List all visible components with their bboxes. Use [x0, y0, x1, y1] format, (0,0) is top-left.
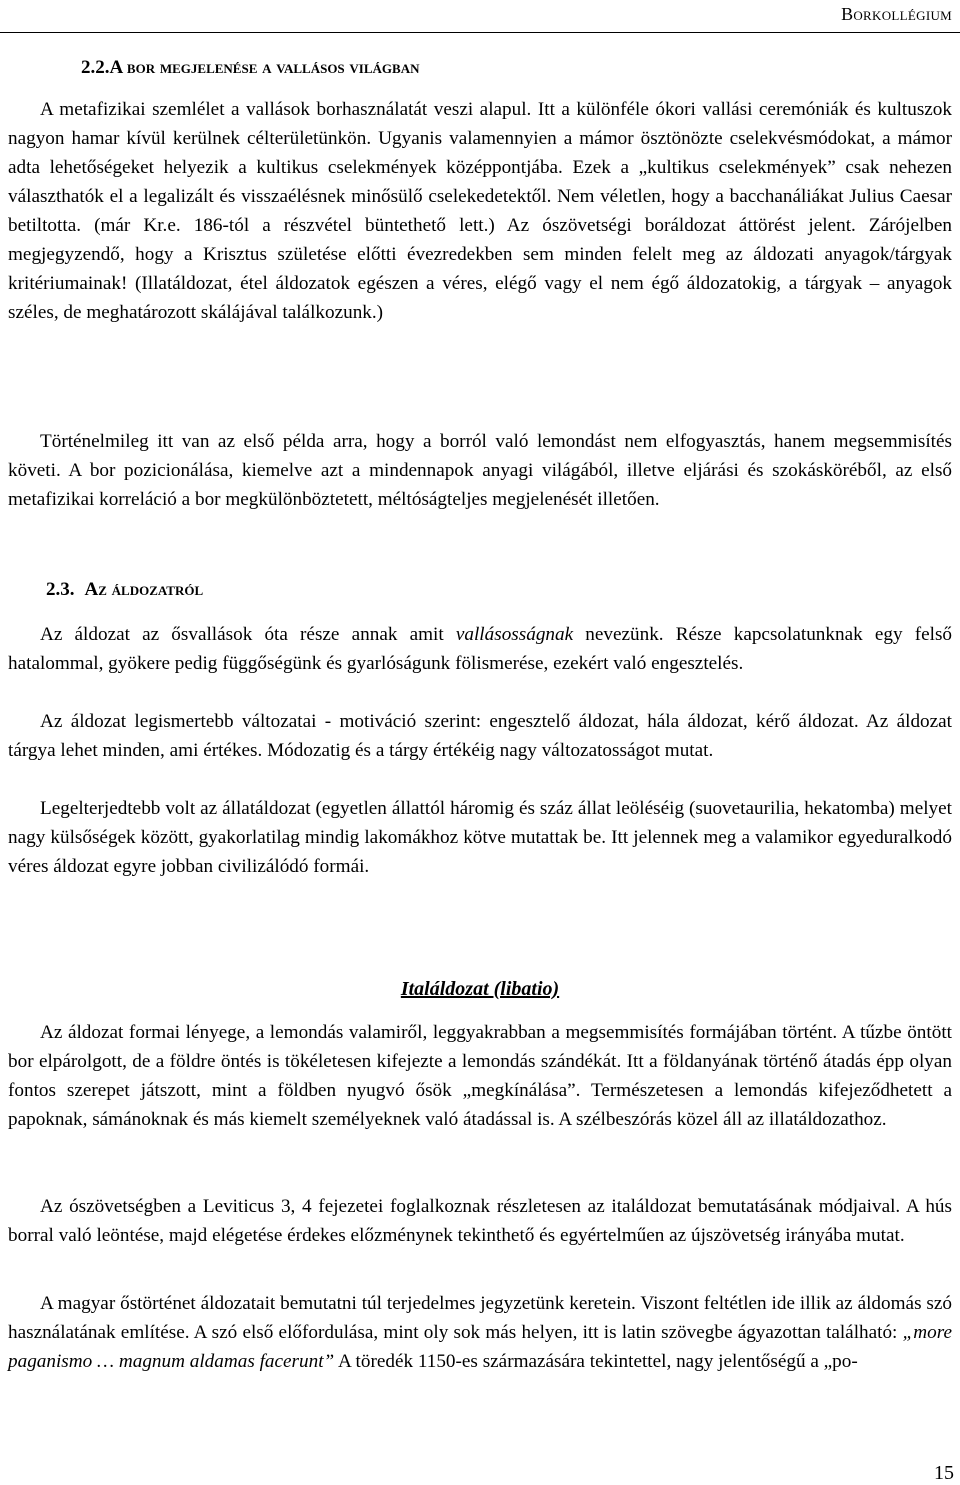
text-run: A töredék 1150-es származására tekintettel, nagy jelentőségű a „po- — [334, 1351, 858, 1372]
paragraph: Történelmileg itt van az első példa arra, hogy a borról való lemondást nem elfogyasztás, hanem megsemmisítés követi. A bor pozicionálása, kiemelve azt a mindennapok anyagi világából, illetve eljárási és szokásköréből, az első metafizikai korreláció a bor megkülönböztetett, méltóságteljes megjelenését illetően. — [8, 431, 952, 510]
paragraph: Legelterjedtebb volt az állatáldozat (egyetlen állattól háromig és száz állat leöléséig (suovetaurilia, hekatomba) melyet nagy külsőségek között, gyakorlatilag mindig lakomákhoz kötve mutattak be. Itt jelennek meg a valamikor egyeduralkodó véres áldozat egyre jobban civilizálódó formái. — [8, 798, 952, 877]
text-run: A magyar őstörténet áldozatait bemutatni túl terjedelmes jegyzetünk keretein. Viszont feltétlen ide illik az áldomás szó használatának említése. A szó első előfordulása, mint oly sok más helyen, itt is latin szövegbe ágyazottan található: — [8, 1293, 952, 1343]
paragraph — [8, 620, 952, 678]
page-number: 15 — [934, 1462, 954, 1484]
paragraph: A metafizikai szemlélet a vallások borhasználatát veszi alapul. Itt a különféle ókori vallási ceremóniák és kultuszok nagyon hamar kívül kerülnek célterületünkön. Ugyanis valamennyien a mámor ösztönözte cselekvésmódokat, a mámor adta lehetőségeket helyezik a kultikus cselekmények középpontjába. Ezek a „kultikus cselekmények” csak nehezen választhatók el a legalizált és visszaélésnek minősülő cselekedetektől. Nem véletlen, hogy a bacchanáliákat Julius Caesar betiltotta. (már Kr.e. 186-tól a részvétel büntethető lett.) Az ószövetségi boráldozat áttörést jelent. Zárójelben megjegyzendő, hogy a Krisztus születése előtti évezredekben sem minden felelt meg az áldozati anyagok/tárgyak kritériumainak! (Illatáldozat, étel áldozatok egészen a véres, elégő vagy el nem égő áldozatokig, a tárgyak – anyagok széles, de meghatározott skálájával találkozunk.) — [8, 99, 952, 323]
section-heading-2-2 — [81, 57, 419, 79]
section-title: Az áldozatról — [84, 579, 204, 600]
paragraph: Az áldozat formai lényege, a lemondás valamiről, leggyakrabban a megsemmisítés formájában történt. A tűzbe öntött bor elpárolgott, de a földre öntés is tökéletesen kifejezte a lemondás szándékát. Itt a földanyának történő átadás épp olyan fontos szerepet játszott, mint a földben nyugvó ősök „megkínálása”. Természetesen a lemondás kifejeződhetett a papoknak, sámánoknak és más kiemelt személyeknek való átadással is. A szélbeszórás közel áll az illatáldozathoz. — [8, 1022, 952, 1130]
header-rule — [0, 32, 960, 33]
text-run: nevezünk. Része kapcsolatunknak egy felső hatalommal, gyökere pedig függőségünk és gyarlóságunk fölismerése, ezekért való engesztelés. — [8, 624, 952, 674]
paragraph: Az ószövetségben a Leviticus 3, 4 fejezetei foglalkoznak részletesen az italáldozat bemutatásának módjaival. A hús borral való leöntése, majd elégetése érdekes előzménynek tekinthető és egyértelműen az újszövetség irányába mutat. — [8, 1196, 952, 1246]
section-number: 2.3. — [46, 579, 75, 600]
running-header: Borkollégium — [841, 4, 952, 24]
emphasis: „more paganismo … magnum aldamas facerunt” — [8, 1322, 952, 1372]
text-run: Az áldozat az ősvallások óta része annak amit — [40, 624, 456, 645]
paragraph: Az áldozat legismertebb változatai - motiváció szerint: engesztelő áldozat, hála áldozat, kérő áldozat. Az áldozat tárgya lehet minden, ami értékes. Módozatig és a tárgy értékéig nagy változatosságot mutat. — [8, 711, 952, 761]
paragraph — [8, 1289, 952, 1376]
section-heading-2-3 — [46, 579, 203, 601]
section-title: A bor megjelenése a vallásos világban — [109, 57, 420, 78]
emphasis: vallásosságnak — [455, 624, 574, 645]
subsection-title: Italáldozat (libatio) — [400, 978, 560, 1000]
section-number: 2.2. — [81, 57, 110, 78]
